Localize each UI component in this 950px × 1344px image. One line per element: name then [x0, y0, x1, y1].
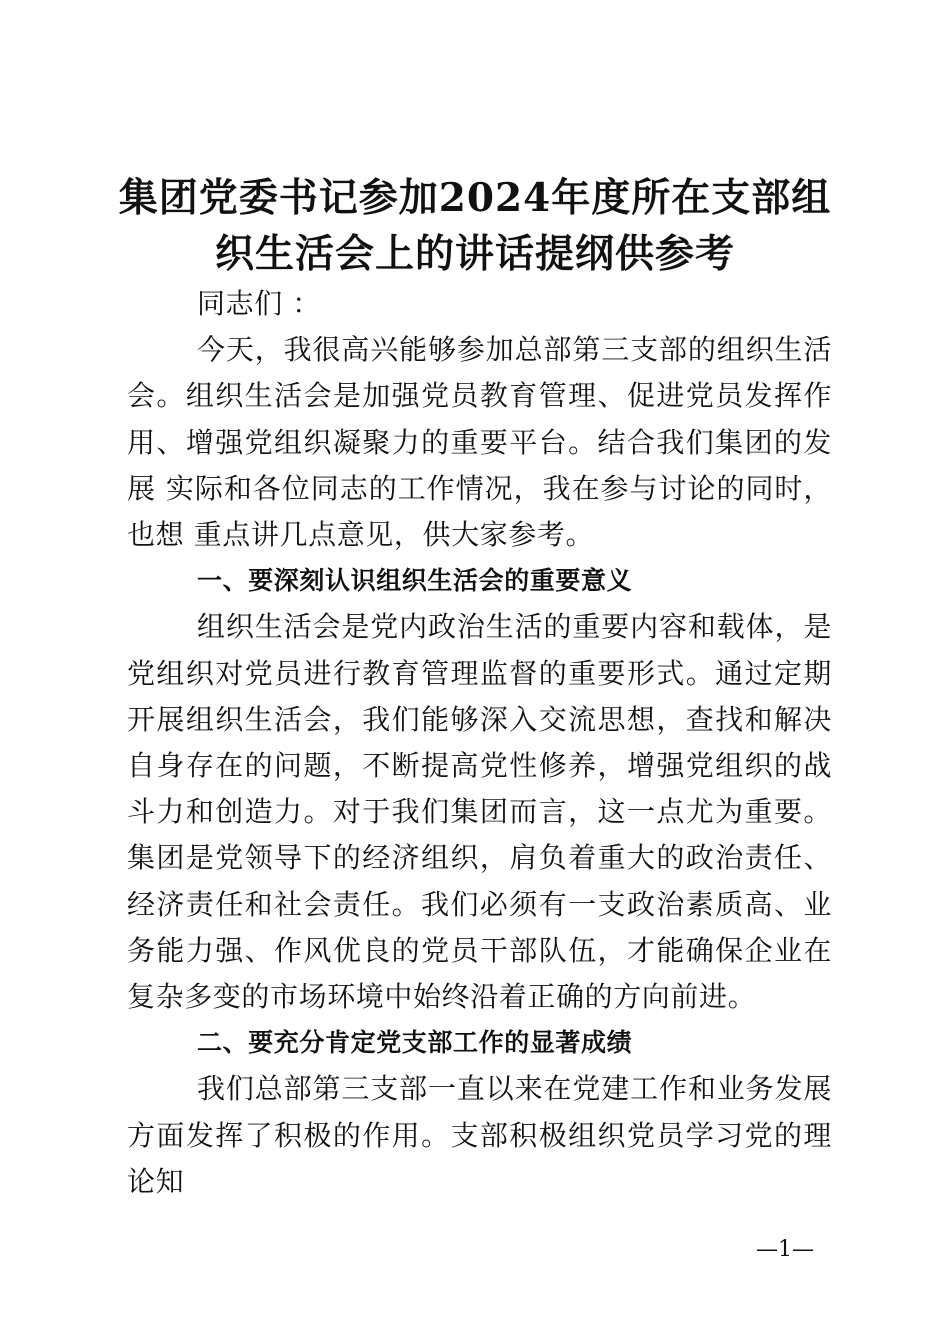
page-number: —1—	[756, 1237, 814, 1262]
intro-paragraph: 今天，我很高兴能够参加总部第三支部的组织生活会。组织生活会是加强党员教育管理、促进党员发挥作用、增强党组织凝聚力的重要平台。结合我们集团的发展 实际和各位同志的工作情况，我在参与讨论的同时，也想 重点讲几点意见，供大家参考。	[127, 333, 832, 552]
document-body	[127, 281, 832, 1205]
section-heading-1: 一、要深刻认识组织生活会的重要意义	[197, 566, 633, 596]
section-heading-2: 二、要充分肯定党支部工作的显著成绩	[197, 1028, 633, 1058]
salutation: 同志们 ：	[197, 287, 321, 320]
section-2-paragraph: 我们总部第三支部一直以来在党建工作和业务发展方面发挥了积极的作用。支部积极组织党员学习党的理论知	[127, 1072, 832, 1198]
document-title: 集团党委书记参加2024年度所在支部组织生活会上的讲话提纲供参考	[118, 175, 832, 277]
section-1-paragraph: 组织生活会是党内政治生活的重要内容和载体，是党组织对党员进行教育管理监督的重要形式。通过定期开展组织生活会，我们能够深入交流思想，查找和解决自身存在的问题，不断提高党性修养，增强党组织的战斗力和创造力。对于我们集团而言，这一点尤为重要。集团是党领导下的经济组织，肩负着重大的政治责任、经济责任和社会责任。我们必须有一支政治素质高、业务能力强、作风优良的党员干部队伍，才能确保企业在复杂多变的市场环境中始终沿着正确的方向前进。	[127, 610, 832, 1014]
